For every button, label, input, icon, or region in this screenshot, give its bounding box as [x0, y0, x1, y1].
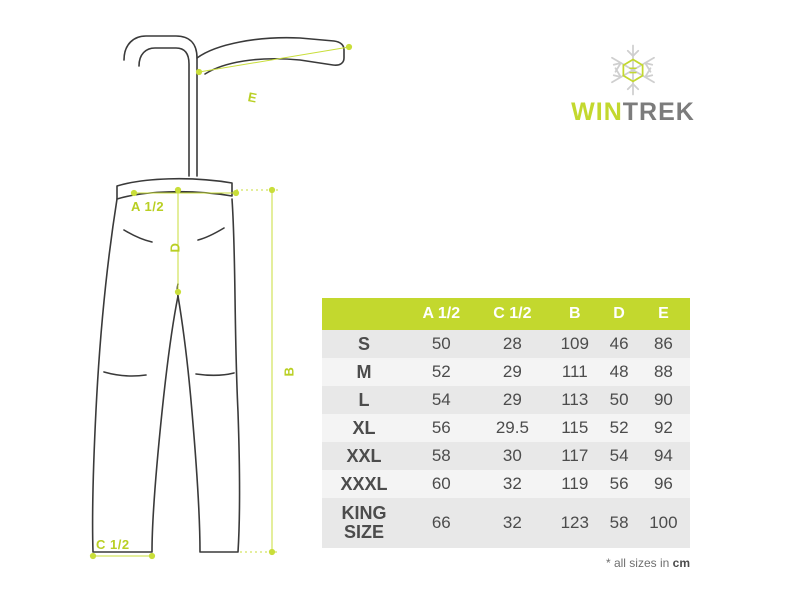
cell-a-half: 66	[406, 498, 477, 548]
row-size-label-line1: KING	[341, 503, 387, 524]
brand-word-second: TREK	[622, 98, 695, 126]
cell-b: 111	[548, 358, 601, 386]
dimension-label-D: D	[167, 242, 183, 253]
cell-c-half: 29	[477, 358, 549, 386]
dimension-label-B: B	[281, 366, 297, 377]
cell-c-half: 29	[477, 386, 549, 414]
cell-d: 56	[601, 470, 636, 498]
column-header-d: D	[601, 298, 636, 330]
cell-d: 50	[601, 386, 636, 414]
cell-e: 94	[637, 442, 690, 470]
dimension-lines	[90, 44, 351, 558]
table-header	[322, 298, 690, 330]
cell-e: 96	[637, 470, 690, 498]
cell-e: 86	[637, 330, 690, 358]
row-size-label-line2: SIZE	[343, 522, 384, 542]
row-size-label: S	[322, 330, 406, 358]
cell-d: 48	[601, 358, 636, 386]
brand-logo	[548, 42, 718, 126]
dimension-label-C-half: C 1/2	[96, 537, 130, 552]
cell-a-half: 52	[406, 358, 477, 386]
cell-d: 54	[601, 442, 636, 470]
table-row	[322, 358, 690, 386]
table-row	[322, 414, 690, 442]
cell-b: 123	[548, 498, 601, 548]
row-size-label: M	[322, 358, 406, 386]
units-footnote-text: * all sizes in	[605, 556, 673, 570]
cell-c-half: 30	[477, 442, 549, 470]
cell-c-half: 32	[477, 470, 549, 498]
cell-e: 88	[637, 358, 690, 386]
cell-a-half: 60	[406, 470, 477, 498]
cell-d: 58	[601, 498, 636, 548]
row-size-label	[322, 498, 406, 548]
cell-b: 119	[548, 470, 601, 498]
row-size-label: XXL	[322, 442, 406, 470]
table-row	[322, 498, 690, 548]
cell-d: 46	[601, 330, 636, 358]
column-header-c-half: C 1/2	[477, 298, 549, 330]
table-row	[322, 330, 690, 358]
cell-a-half: 56	[406, 414, 477, 442]
cell-b: 109	[548, 330, 601, 358]
row-size-label: XL	[322, 414, 406, 442]
cell-d: 52	[601, 414, 636, 442]
column-header-e: E	[637, 298, 690, 330]
cell-e: 100	[637, 498, 690, 548]
cell-c-half: 32	[477, 498, 549, 548]
cell-c-half: 29.5	[477, 414, 549, 442]
cell-b: 113	[548, 386, 601, 414]
cell-a-half: 50	[406, 330, 477, 358]
table-header-row	[322, 298, 690, 330]
table-body	[322, 330, 690, 548]
cell-a-half: 58	[406, 442, 477, 470]
brand-wordmark	[548, 100, 718, 125]
trousers-outline	[93, 36, 344, 552]
size-table	[322, 298, 690, 548]
column-header-b: B	[548, 298, 601, 330]
table-row	[322, 442, 690, 470]
table-row	[322, 470, 690, 498]
cell-a-half: 54	[406, 386, 477, 414]
dimension-label-A-half: A 1/2	[131, 199, 165, 214]
units-footnote	[470, 556, 690, 570]
row-size-label: L	[322, 386, 406, 414]
cell-b: 115	[548, 414, 601, 442]
brand-word-first: WIN	[571, 98, 623, 126]
cell-c-half: 28	[477, 330, 549, 358]
units-footnote-unit: cm	[672, 556, 690, 570]
dimension-label-E: E	[246, 89, 259, 106]
column-header-size	[322, 298, 406, 330]
row-size-label: XXXL	[322, 470, 406, 498]
cell-b: 117	[548, 442, 601, 470]
cell-e: 90	[637, 386, 690, 414]
snowflake-icon	[605, 42, 661, 98]
table-row	[322, 386, 690, 414]
cell-e: 92	[637, 414, 690, 442]
column-header-a-half: A 1/2	[406, 298, 477, 330]
